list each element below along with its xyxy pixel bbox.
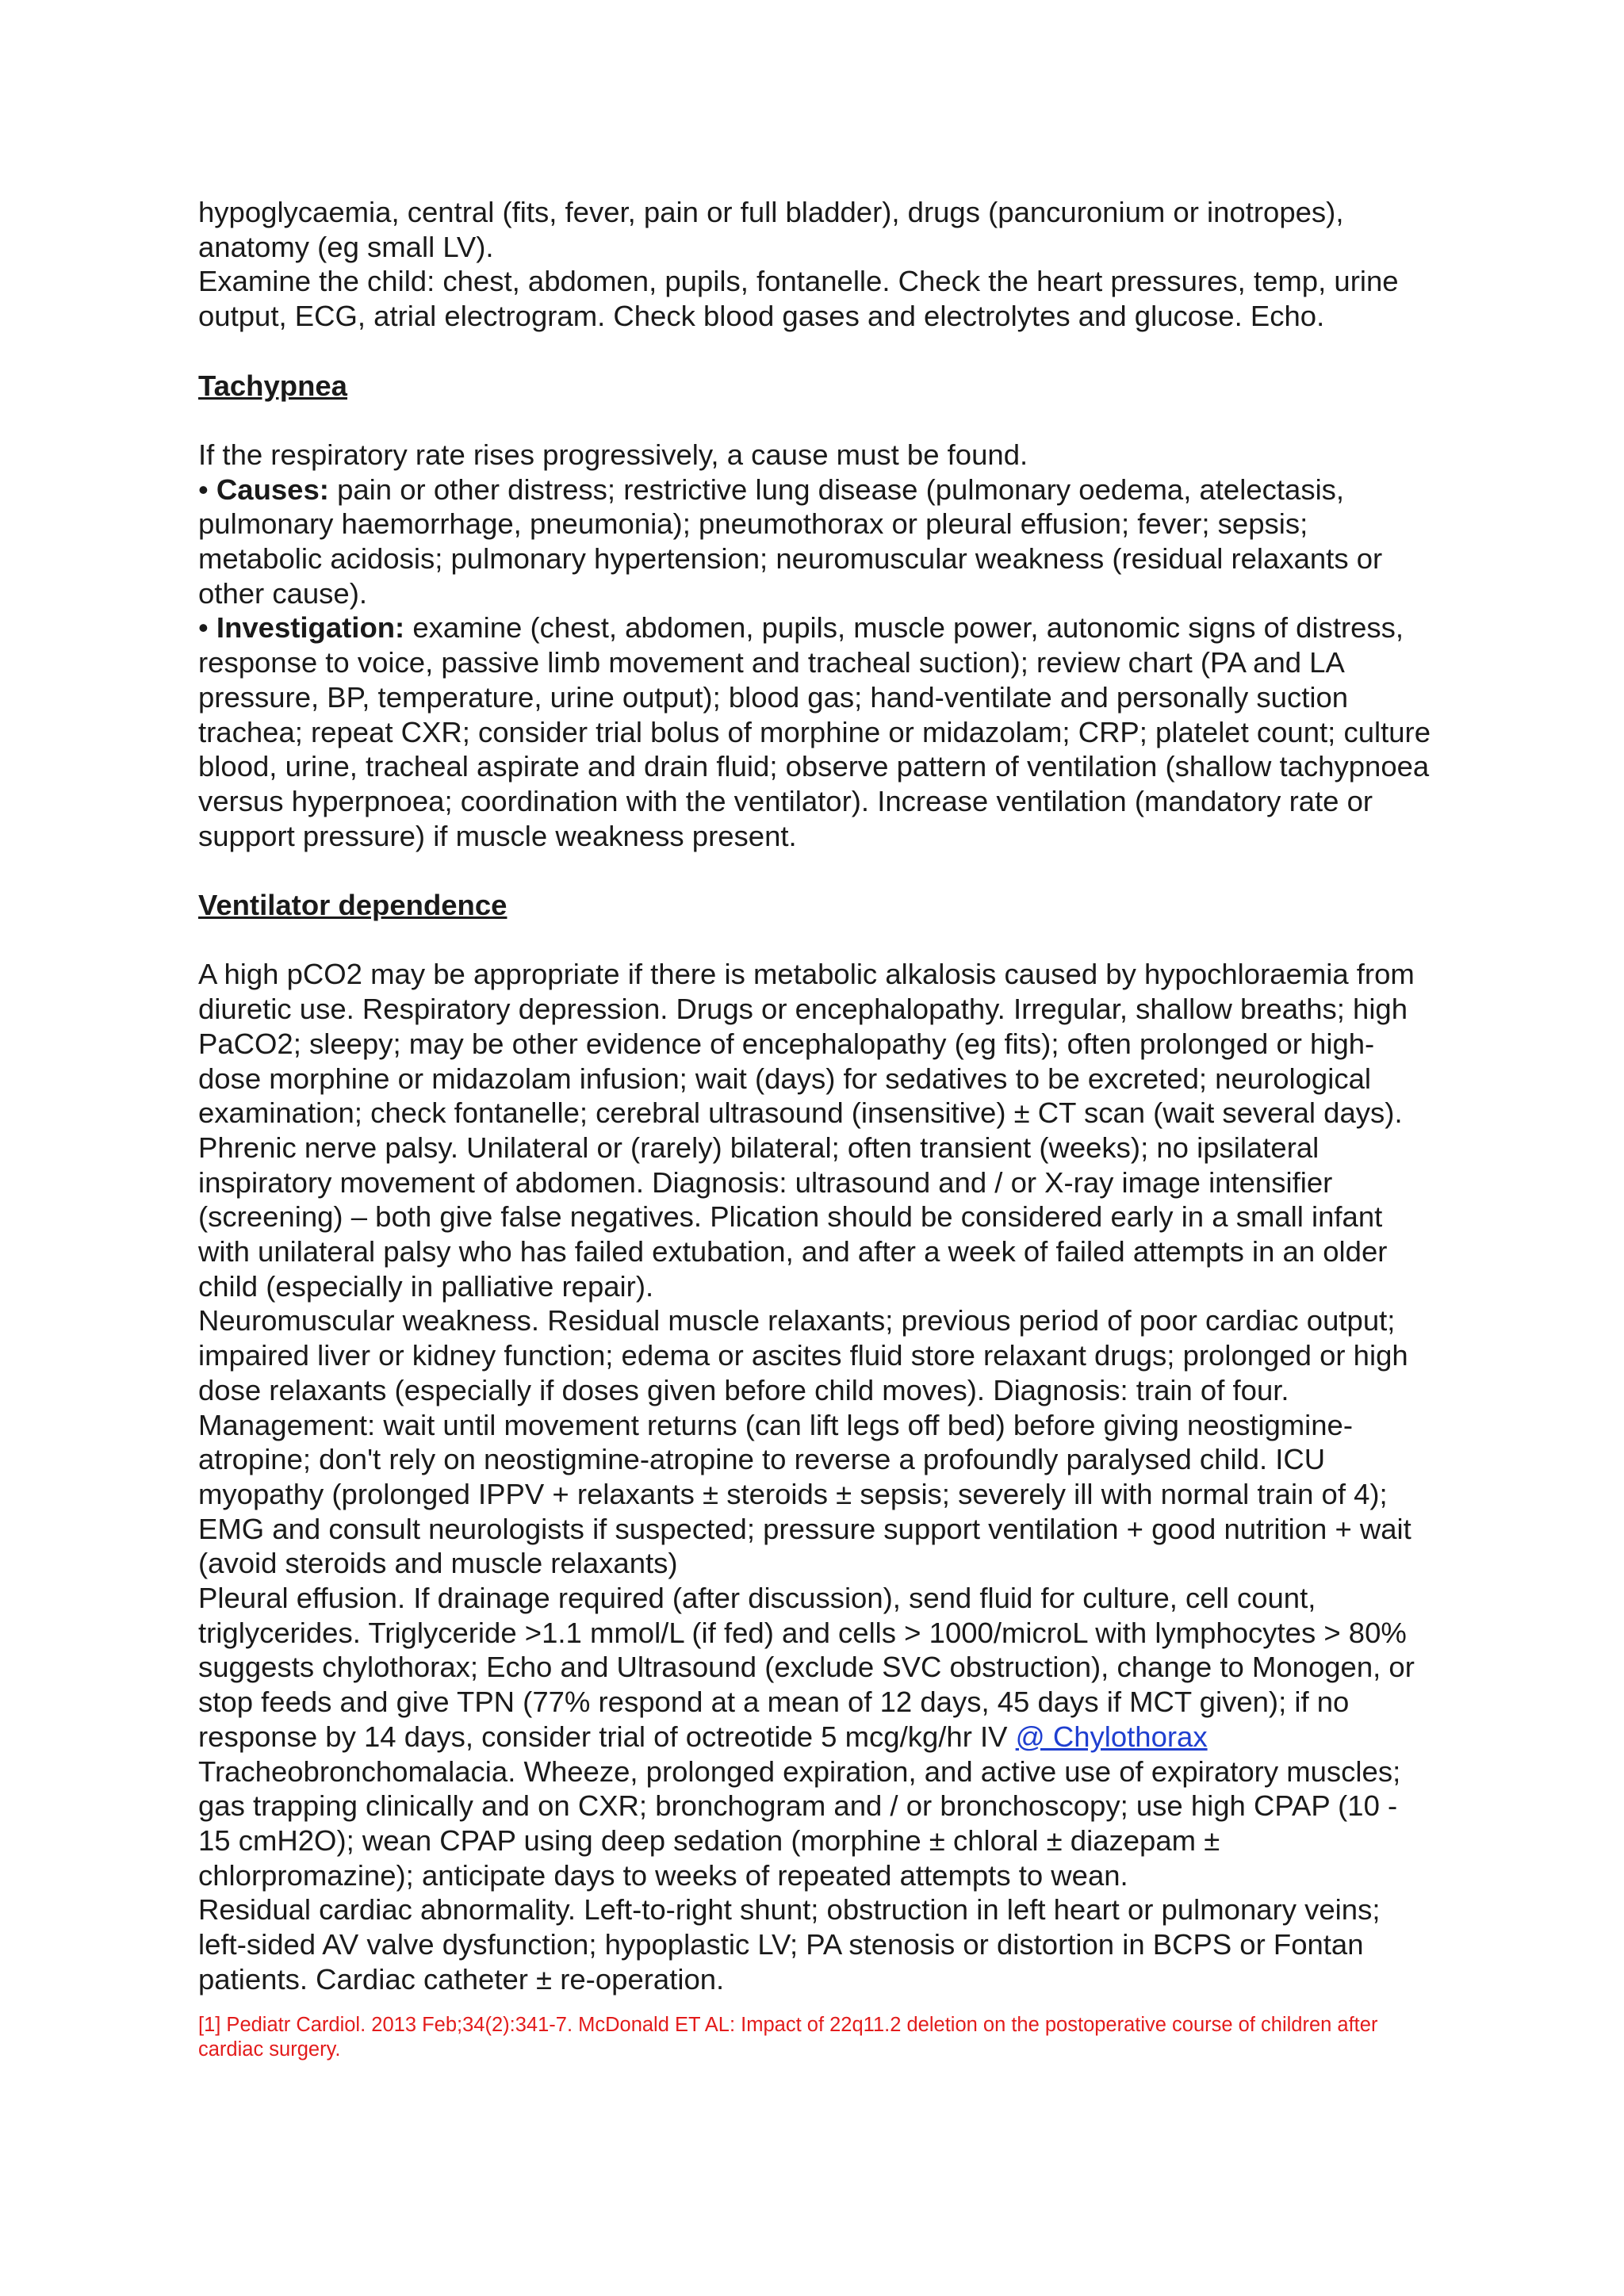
causes-text: pain or other distress; restrictive lung disease (pulmonary oedema, atelectasis, pulmonary haemorrhage, pneumonia); pneumothorax or pleural effusion; fever; sepsis; metabolic acidosis; pulmonary hypertension; neuromuscular weakness (residual relaxants or other cause). <box>198 473 1383 610</box>
spacer <box>198 403 1435 438</box>
causes-label: Causes: <box>216 473 329 506</box>
tachypnea-investigation <box>198 610 1435 853</box>
ventilator-paragraph-1: A high pCO2 may be appropriate if there is metabolic alkalosis caused by hypochloraemia from diuretic use. Respiratory depression. Drugs or encephalopathy. Irregular, shallow breaths; high PaCO2; sleepy; may be other evidence of encephalopathy (eg fits); often prolonged or high-dose morphine or midazolam infusion; wait (days) for sedatives to be excreted; neurological examination; check fontanelle; cerebral ultrasound (insensitive) ± CT scan (wait several days). Phrenic nerve palsy. Unilateral or (rarely) bilateral; often transient (weeks); no ipsilateral inspiratory movement of abdomen. Diagnosis: ultrasound and / or X-ray image intensifier (screening) – both give false negatives. Plication should be considered early in a small infant with unilateral palsy who has failed extubation, and after a week of failed attempts in an older child (especially in palliative repair). <box>198 958 1415 1303</box>
ventilator-paragraph-2: Neuromuscular weakness. Residual muscle relaxants; previous period of poor cardiac output; impaired liver or kidney function; edema or ascites fluid store relaxant drugs; prolonged or high dose relaxants (especially if doses given before child moves). Diagnosis: train of four. Management: wait until movement returns (can lift legs off bed) before giving neostigmine-atropine; don't rely on neostigmine-atropine to reverse a profoundly paralysed child. ICU myopathy (prolonged IPPV + relaxants ± steroids ± sepsis; severely ill with normal train of 4); EMG and consult neurologists if suspected; pressure support ventilation + good nutrition + wait (avoid steroids and muscle relaxants) <box>198 1304 1411 1580</box>
document-page <box>198 195 1435 2062</box>
reference-footnote: [1] Pediatr Cardiol. 2013 Feb;34(2):341-7. McDonald ET AL: Impact of 22q11.2 deletion on the postoperative course of children after cardiac surgery. <box>198 2013 1378 2061</box>
ventilator-paragraph-4: Tracheobronchomalacia. Wheeze, prolonged expiration, and active use of expiratory muscles; gas trapping clinically and on CXR; bronchogram and / or bronchoscopy; use high CPAP (10 - 15 cmH2O); wean CPAP using deep sedation (morphine ± chloral ± diazepam ± chlorpromazine); anticipate days to weeks of repeated attempts to wean. <box>198 1755 1401 1892</box>
intro-paragraph-1: hypoglycaemia, central (fits, fever, pain or full bladder), drugs (pancuronium or inotropes), anatomy (eg small LV). <box>198 196 1344 263</box>
spacer <box>198 853 1435 888</box>
bullet: • <box>198 611 216 645</box>
investigation-text: examine (chest, abdomen, pupils, muscle power, autonomic signs of distress, response to voice, passive limb movement and tracheal suction); review chart (PA and LA pressure, BP, temperature, urine output); blood gas; hand-ventilate and personally suction trachea; repeat CXR; consider trial bolus of morphine or midazolam; CRP; platelet count; culture blood, urine, tracheal aspirate and drain fluid; observe pattern of ventilation (shallow tachypnoea versus hyperpnoea; coordination with the ventilator). Increase ventilation (mandatory rate or support pressure) if muscle weakness present. <box>198 611 1431 852</box>
ventilator-paragraph-5: Residual cardiac abnormality. Left-to-right shunt; obstruction in left heart or pulmonary veins; left-sided AV valve dysfunction; hypoplastic LV; PA stenosis or distortion in BCPS or Fontan patients. Cardiac catheter ± re-operation. <box>198 1893 1381 1996</box>
ventilator-dependence-heading: Ventilator dependence <box>198 889 508 922</box>
investigation-label: Investigation: <box>216 611 405 645</box>
chylothorax-link[interactable]: @ Chylothorax <box>1015 1720 1208 1753</box>
tachypnea-causes <box>198 473 1435 611</box>
intro-paragraph-2: Examine the child: chest, abdomen, pupils, fontanelle. Check the heart pressures, temp, urine output, ECG, atrial electrogram. Check blood gases and electrolytes and glucose. Echo. <box>198 265 1399 333</box>
tachypnea-intro: If the respiratory rate rises progressively, a cause must be found. <box>198 438 1028 471</box>
ventilator-paragraph-3 <box>198 1581 1435 1755</box>
pleural-effusion-text: Pleural effusion. If drainage required (after discussion), send fluid for culture, cell count, triglycerides. Triglyceride >1.1 mmol/L (if fed) and cells > 1000/microL with lymphocytes > 80% suggests chylothorax; Echo and Ultrasound (exclude SVC obstruction), change to Monogen, or stop feeds and give TPN (77% respond at a mean of 12 days, 45 days if MCT given); if no response by 14 days, consider trial of octreotide 5 mcg/kg/hr IV <box>198 1582 1415 1753</box>
spacer <box>198 923 1435 958</box>
tachypnea-heading: Tachypnea <box>198 369 347 402</box>
spacer <box>198 334 1435 369</box>
bullet: • <box>198 473 216 506</box>
